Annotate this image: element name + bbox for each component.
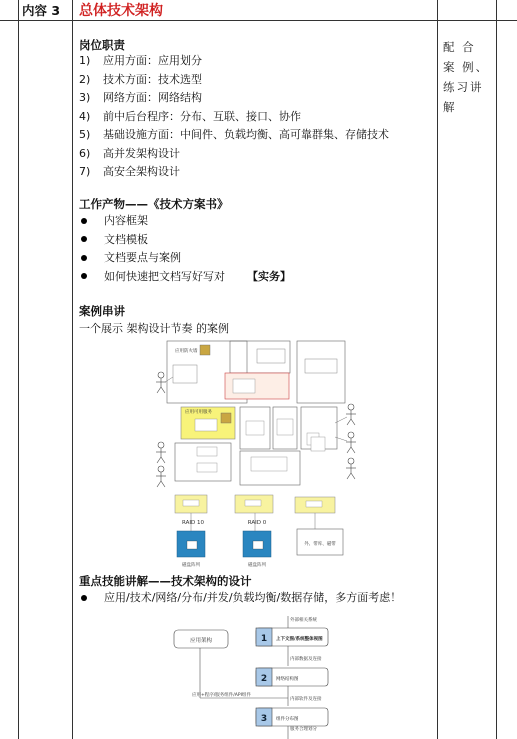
table-border-right <box>496 0 497 739</box>
list-item: 2) 技术方面：技术选型 <box>79 72 202 86</box>
product-list <box>79 212 439 286</box>
list-item: 文档要点与案例 <box>79 249 439 268</box>
design-heading: 重点技能讲解——技术架构的设计 <box>79 574 252 588</box>
bullet-icon <box>81 595 87 601</box>
section-title: 总体技术架构 <box>79 3 163 19</box>
flow-diagram <box>170 614 360 739</box>
duties-heading: 岗位职责 <box>79 38 125 52</box>
backup-label: 外、带库、磁带 <box>304 542 336 547</box>
flow-note: 服务合理划分 <box>290 727 317 732</box>
list-item: 7) 高安全架构设计 <box>79 165 180 178</box>
list-item: 如何快速把文档写好写对 【实务】 <box>79 268 439 287</box>
user-icon <box>156 372 166 393</box>
user-icon <box>346 458 356 479</box>
bullet-icon <box>81 218 87 224</box>
zone-yellow-label: 应用可用服务 <box>185 410 212 415</box>
list-item: 4) 前中后台程序：分布、互联、接口、协作 <box>79 109 301 123</box>
list-item: 1) 应用方面：应用划分 <box>79 54 202 67</box>
side-note: 配 合 案 例、练习讲解 <box>443 40 490 114</box>
flow-note: 应用+程序/服务组件/API组件 <box>192 693 251 698</box>
row-label: 内容 3 <box>22 3 61 18</box>
table-border-row <box>0 20 517 21</box>
table-border-label <box>72 0 73 739</box>
user-icon <box>156 466 166 487</box>
flow-left-label: 应用架构 <box>189 638 213 644</box>
storage-left-label: 磁盘阵列 <box>182 563 200 568</box>
flow-step-number: 2 <box>260 674 268 684</box>
practice-tag: 【实务】 <box>247 269 291 283</box>
architecture-diagram <box>145 337 370 569</box>
product-heading: 工作产物——《技术方案书》 <box>79 197 229 211</box>
flow-step-label: 组件分布图 <box>276 717 299 722</box>
bullet-icon <box>81 273 87 279</box>
list-item: 6) 高并发架构设计 <box>79 146 180 160</box>
raid-left-label: RAID 10 <box>182 520 204 526</box>
flow-step-label: 上下文图/系统整体视图 <box>276 637 323 642</box>
flow-step-label: 网络结构图 <box>276 677 299 682</box>
flow-note: 内部数据及连接 <box>290 657 322 662</box>
storage-right-label: 磁盘阵列 <box>248 563 266 568</box>
list-item: 5) 基础设施方面：中间件、负载均衡、高可靠群集、存储技术 <box>79 128 389 141</box>
user-icon <box>346 432 356 453</box>
list-item: 应用/技术/网络/分布/并发/负载均衡/数据存储，多方面考虑！ <box>79 589 439 608</box>
bullet-icon <box>81 236 87 242</box>
design-list <box>79 589 439 608</box>
duties-list <box>79 52 439 182</box>
case-description: 一个展示 架构设计节奏 的案例 <box>79 322 229 335</box>
list-item: 内容框架 <box>79 212 439 231</box>
table-border-left <box>18 0 19 739</box>
flow-note: 外部相关系统 <box>290 618 317 623</box>
list-item: 文档模板 <box>79 231 439 250</box>
flow-step-number: 1 <box>260 634 268 644</box>
user-icon <box>346 404 356 425</box>
zone-red-label: 应用防火墙 <box>175 349 198 354</box>
flow-step-number: 3 <box>260 714 268 724</box>
user-icon <box>156 442 166 463</box>
list-item: 3) 网络方面：网络结构 <box>79 91 202 104</box>
case-heading: 案例串讲 <box>79 304 125 318</box>
bullet-icon <box>81 255 87 261</box>
raid-right-label: RAID 0 <box>247 520 267 526</box>
flow-note: 内部软件及连接 <box>290 697 322 702</box>
